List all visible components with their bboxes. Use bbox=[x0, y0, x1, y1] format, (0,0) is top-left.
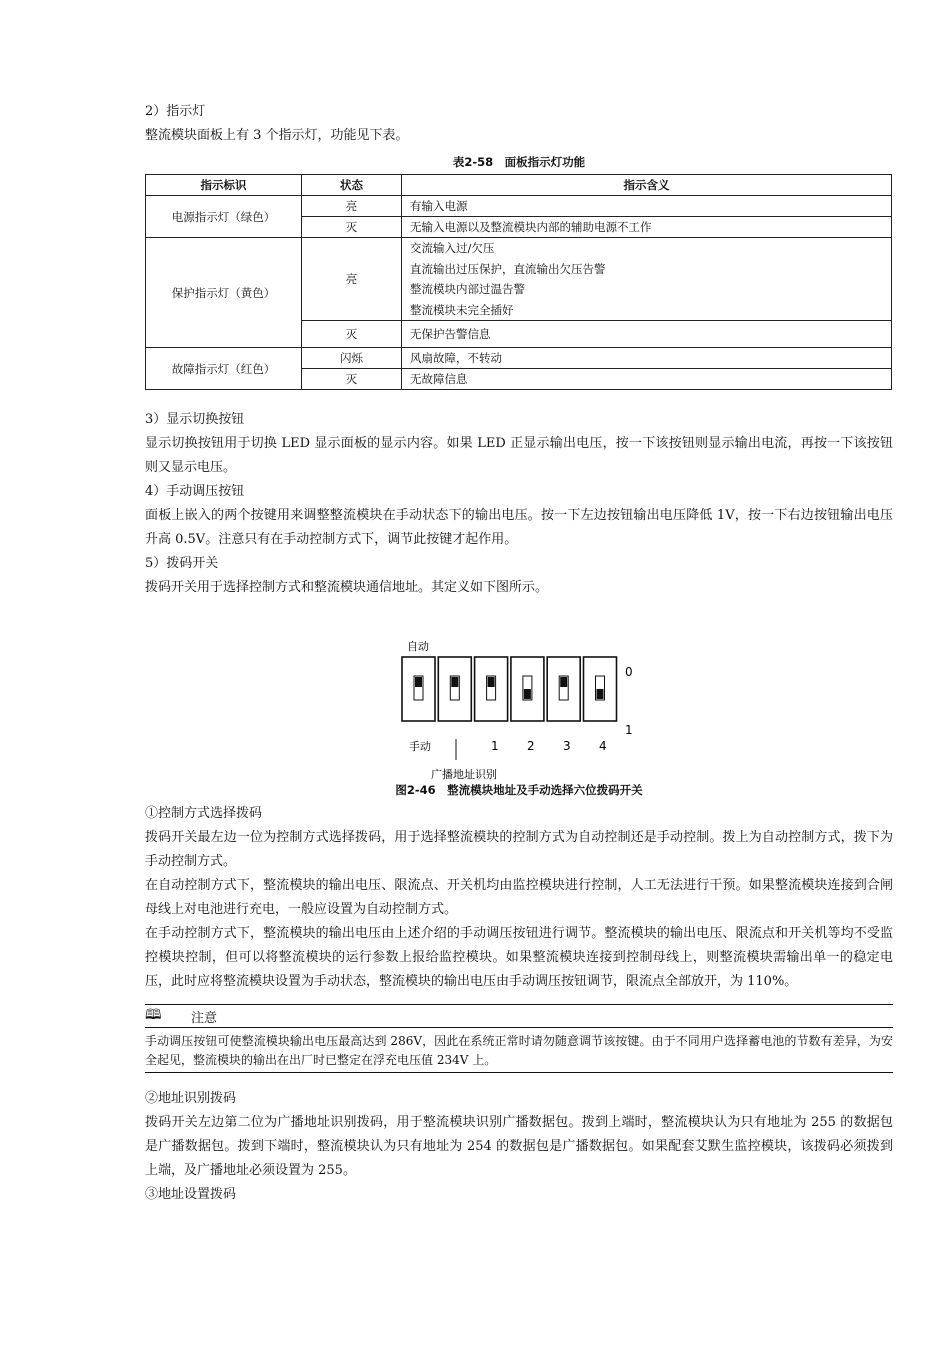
label-manual: 手动 bbox=[409, 740, 431, 753]
label-auto: 自动 bbox=[407, 640, 429, 653]
figure-caption: 图2-46 整流模块地址及手动选择六位拨码开关 bbox=[395, 783, 643, 797]
section-4-heading: 4）手动调压按钮 bbox=[145, 484, 245, 499]
note-body: 手动调压按钮可使整流模块输出电压最高达到 286V，因此在系统正常时请勿随意调节该按键。由于不同用户选择蓄电池的节数有差异，为安全起见，整流模块的输出在出厂时已整定在浮充电压值 234V 上。 bbox=[145, 1034, 893, 1067]
dip-switch-knob bbox=[597, 689, 604, 699]
sub-1-p1: 拨码开关最左边一位为控制方式选择拨码，用于选择整流模块的控制方式为自动控制还是手动控制。拨上为自动控制方式，拨下为手动控制方式。 bbox=[145, 830, 893, 869]
switch-group bbox=[402, 657, 617, 721]
indicator-state: 闪烁 bbox=[302, 348, 402, 369]
indicator-table bbox=[145, 174, 892, 390]
indicator-meaning: 无输入电源以及整流模块内部的辅助电源不工作 bbox=[402, 217, 892, 238]
meaning-line: 交流输入过/欠压 bbox=[410, 241, 495, 255]
switch-number: 3 bbox=[563, 739, 571, 753]
indicator-name: 电源指示灯（绿色） bbox=[146, 196, 302, 238]
dip-switch-knob bbox=[451, 677, 458, 687]
table-caption: 表2-58 面板指示灯功能 bbox=[452, 155, 586, 169]
table-row bbox=[146, 348, 892, 369]
section-4-body: 面板上嵌入的两个按键用来调整整流模块在手动状态下的输出电压。按一下左边按钮输出电压降低 1V，按一下右边按钮输出电压升高 0.5V。注意只有在手动控制方式下，调节此按键才起作用。 bbox=[145, 508, 893, 547]
table-row bbox=[146, 238, 892, 321]
indicator-state: 灭 bbox=[302, 369, 402, 390]
section-5-heading: 5）拨码开关 bbox=[145, 556, 219, 571]
section-5-body: 拨码开关用于选择控制方式和整流模块通信地址。其定义如下图所示。 bbox=[145, 580, 549, 595]
meaning-line: 整流模块内部过温告警 bbox=[410, 282, 525, 296]
indicator-state: 亮 bbox=[302, 238, 402, 321]
table-header-row bbox=[146, 175, 892, 196]
dip-switch-knob bbox=[524, 689, 531, 699]
note-box bbox=[145, 1004, 893, 1073]
label-one: 1 bbox=[625, 723, 633, 737]
section-2-intro: 整流模块面板上有 3 个指示灯，功能见下表。 bbox=[145, 128, 409, 143]
indicator-meaning: 无保护告警信息 bbox=[402, 321, 892, 348]
indicator-meaning: 风扇故障，不转动 bbox=[402, 348, 892, 369]
note-header bbox=[145, 1005, 893, 1028]
dip-switch-knob bbox=[560, 677, 567, 687]
section-3-heading: 3）显示切换按钮 bbox=[145, 412, 245, 427]
label-broadcast: 广播地址识别 bbox=[431, 768, 497, 781]
dip-switch-knob bbox=[488, 677, 495, 687]
indicator-meaning: 无故障信息 bbox=[402, 369, 892, 390]
section-3-body: 显示切换按钮用于切换 LED 显示面板的显示内容。如果 LED 正显示输出电压，按一下该按钮则显示输出电流，再按一下该按钮则又显示电压。 bbox=[145, 436, 893, 475]
indicator-name: 故障指示灯（红色） bbox=[146, 348, 302, 390]
meaning-line: 整流模块未完全插好 bbox=[410, 302, 514, 317]
sub-3-heading: ③地址设置拨码 bbox=[145, 1187, 237, 1202]
table-row bbox=[146, 196, 892, 217]
sub-1-p2: 在自动控制方式下，整流模块的输出电压、限流点、开关机均由监控模块进行控制，人工无法进行干预。如果整流模块连接到合闸母线上对电池进行充电，一般应设置为自动控制方式。 bbox=[145, 878, 893, 917]
book-icon: 🕮 bbox=[145, 1007, 162, 1023]
sub-1-p3: 在手动控制方式下，整流模块的输出电压由上述介绍的手动调压按钮进行调节。整流模块的输出电压、限流点和开关机等均不受监控模块控制，但可以将整流模块的运行参数上报给监控模块。如果整流模块连接到控制母线上，则整流模块需输出单一的稳定电压，此时应将整流模块设置为手动状态，整流模块的输出电压由手动调压按钮调节，限流点全部放开，为 110%。 bbox=[145, 926, 893, 989]
dip-switch-figure bbox=[145, 612, 893, 782]
label-zero: 0 bbox=[625, 665, 633, 679]
switch-number: 1 bbox=[491, 739, 499, 753]
note-title: 注意 bbox=[191, 1010, 218, 1026]
header-state: 状态 bbox=[302, 175, 402, 196]
indicator-meaning bbox=[402, 238, 892, 321]
section-2-heading: 2）指示灯 bbox=[145, 104, 206, 119]
indicator-state: 亮 bbox=[302, 196, 402, 217]
sub-1-heading: ①控制方式选择拨码 bbox=[145, 806, 263, 821]
header-meaning: 指示含义 bbox=[402, 175, 892, 196]
indicator-name: 保护指示灯（黄色） bbox=[146, 238, 302, 348]
sub-2-body: 拨码开关左边第二位为广播地址识别拨码，用于整流模块识别广播数据包。拨到上端时，整流模块认为只有地址为 255 的数据包是广播数据包。拨到下端时，整流模块认为只有地址为 254 的数据包是广播数据包。如果配套艾默生监控模块，该拨码必须拨到上端，及广播地址必须设置为 255。 bbox=[145, 1115, 893, 1178]
meaning-line: 直流输出过压保护，直流输出欠压告警 bbox=[410, 261, 606, 276]
sub-2-heading: ②地址识别拨码 bbox=[145, 1091, 237, 1106]
dip-switch-diagram bbox=[145, 612, 893, 782]
indicator-meaning: 有输入电源 bbox=[402, 196, 892, 217]
document-page bbox=[145, 100, 893, 1207]
switch-number: 4 bbox=[599, 739, 607, 753]
header-indicator: 指示标识 bbox=[146, 175, 302, 196]
dip-switch-knob bbox=[415, 677, 422, 687]
indicator-state: 灭 bbox=[302, 217, 402, 238]
indicator-state: 灭 bbox=[302, 321, 402, 348]
switch-number: 2 bbox=[527, 739, 535, 753]
